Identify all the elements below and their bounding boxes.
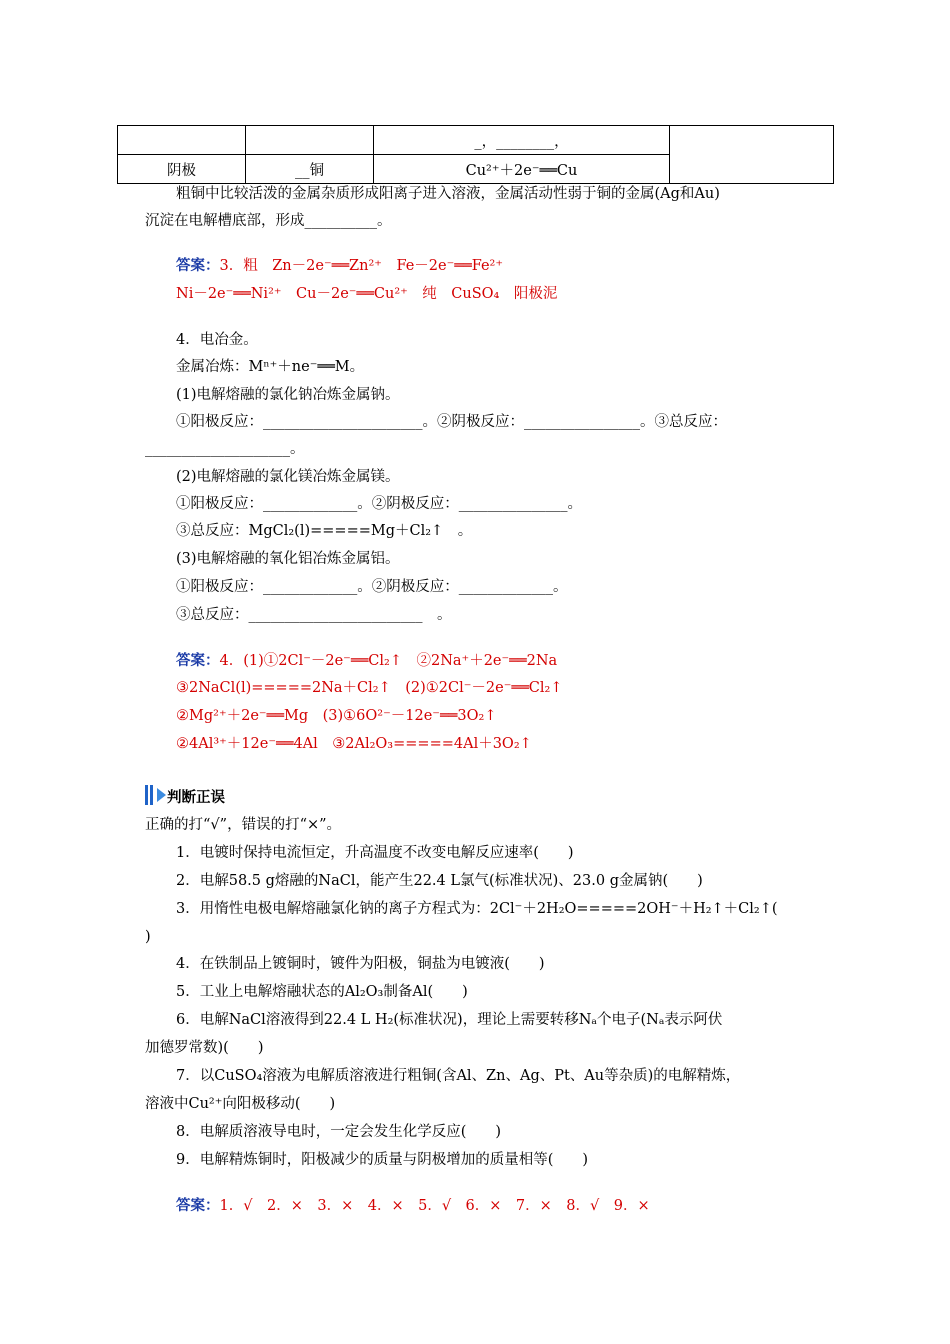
list-item: 5．工业上电解熔融状态的Al₂O₃制备Al( ) (176, 984, 468, 1000)
table-cell: _，________， (374, 126, 670, 155)
list-item: 1．电镀时保持电流恒定，升高温度不改变电解反应速率( ) (176, 845, 574, 861)
answer-text: 3．粗 Zn－2e⁻══Zn²⁺ Fe－2e⁻══Fe²⁺ (219, 258, 504, 274)
question: (3)电解熔融的氧化铝冶炼金属铝。 (176, 551, 400, 567)
answer-text: ②Mg²⁺＋2e⁻══Mg (3)①6O²⁻－12e⁻══3O₂↑ (176, 708, 497, 724)
list-item: ) (145, 929, 151, 945)
answer-text: ②4Al³⁺＋12e⁻══4Al ③2Al₂O₃=====4Al＋3O₂↑ (176, 736, 532, 752)
paragraph-line: 沉淀在电解槽底部，形成__________。 (145, 213, 392, 229)
electrolysis-table (117, 125, 834, 184)
list-item: 2．电解58.5 g熔融的NaCl，能产生22.4 L氯气(标准状况)、23.0 g金属钠( ) (176, 873, 703, 889)
formula: 金属冶炼：Mⁿ⁺＋ne⁻══M。 (176, 359, 365, 375)
table-cell: __铜 (246, 155, 374, 184)
question: (2)电解熔融的氯化镁冶炼金属镁。 (176, 469, 400, 485)
table-cell (246, 126, 374, 155)
list-item: 8．电解质溶液导电时，一定会发生化学反应( ) (176, 1124, 502, 1140)
table-cell (118, 126, 246, 155)
list-item: 加德罗常数)( ) (145, 1040, 264, 1056)
paragraph-line: 粗铜中比较活泼的金属杂质形成阳离子进入溶液，金属活动性弱于铜的金属(Ag和Au) (176, 186, 720, 202)
answer-text: 1．√ 2．× 3．× 4．× 5．√ 6．× 7．× 8．√ 9．× (219, 1198, 650, 1214)
question-line: ①阳极反应：______________________。②阴极反应：________________。③总反应： (176, 414, 727, 430)
answer-label: 答案： (176, 652, 220, 669)
answer-text: Ni－2e⁻══Ni²⁺ Cu－2e⁻══Cu²⁺ 纯 CuSO₄ 阳极泥 (176, 286, 558, 302)
answer-block-judge (176, 1197, 650, 1215)
table-cell-cathode: 阴极 (118, 155, 246, 184)
question-line: ①阳极反应：_____________。②阴极反应：_______________。 (176, 496, 582, 512)
question-line: ____________________。 (145, 441, 305, 457)
list-item: 6．电解NaCl溶液得到22.4 L H₂(标准状况)，理论上需要转移Nₐ个电子(Nₐ表示阿伏 (176, 1012, 723, 1028)
instruction: 正确的打“√”，错误的打“×”。 (145, 817, 342, 833)
table-row (118, 126, 834, 155)
list-item: 9．电解精炼铜时，阳极减少的质量与阴极增加的质量相等( ) (176, 1152, 589, 1168)
list-item: 7．以CuSO₄溶液为电解质溶液进行粗铜(含Al、Zn、Ag、Pt、Au等杂质)的电解精炼， (176, 1068, 741, 1084)
answer-text: 4．(1)①2Cl⁻－2e⁻══Cl₂↑ ②2Na⁺＋2e⁻══2Na (219, 653, 558, 669)
answer-label: 答案： (176, 257, 220, 274)
answer-block-3 (176, 257, 503, 275)
list-item: 溶液中Cu²⁺向阳极移动( ) (145, 1096, 336, 1112)
section-heading: 判断正误 (167, 790, 225, 806)
answer-block-4 (176, 652, 557, 670)
answer-text: ③2NaCl(l)=====2Na＋Cl₂↑ (2)①2Cl⁻－2e⁻══Cl₂↑ (176, 680, 563, 696)
section-title: 4．电冶金。 (176, 332, 258, 348)
question: (1)电解熔融的氯化钠冶炼金属钠。 (176, 387, 400, 403)
answer-label: 答案： (176, 1197, 220, 1214)
question-line: ①阳极反应：_____________。②阴极反应：_____________。 (176, 579, 568, 595)
question-line: ③总反应：________________________ 。 (176, 607, 452, 623)
list-item: 4．在铁制品上镀铜时，镀件为阳极，铜盐为电镀液( ) (176, 956, 545, 972)
table-cell (670, 126, 834, 184)
section-marker-icon (145, 785, 167, 805)
list-item: 3．用惰性电极电解熔融氯化钠的离子方程式为：2Cl⁻＋2H₂O=====2OH⁻＋H₂↑＋Cl₂↑( (176, 901, 778, 917)
table-cell: Cu²⁺＋2e⁻══Cu (374, 155, 670, 184)
question-line: ③总反应：MgCl₂(l)=====Mg＋Cl₂↑ 。 (176, 523, 473, 539)
